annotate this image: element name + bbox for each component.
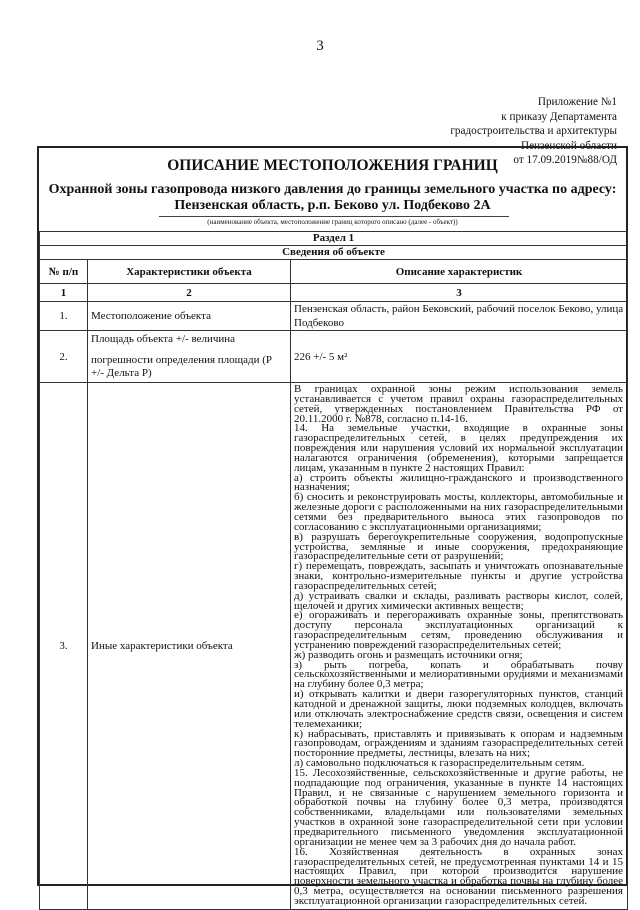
paragraph: л) самовольно подключаться к газораспределительным сетям.: [294, 757, 585, 770]
paragraph: е) огораживать и перегораживать охранные зоны, препятствовать доступу персонала эксплуатационных организаций к газораспределительным сетям, проведению обслуживания и устранению повреждений газораспределительных сетей;: [294, 609, 623, 651]
table-row: [40, 302, 628, 331]
column-header: Характеристики объекта: [88, 260, 291, 284]
row-number: 3.: [40, 383, 88, 910]
section-name: Сведения об объекте: [40, 246, 628, 260]
paragraph: ж) разводить огонь и размещать источники огня;: [294, 648, 523, 661]
paragraph: г) перемещать, повреждать, засыпать и уничтожать опознавательные знаки, контрольно-измерительные пункты и другие устройства газораспределительных сетей;: [294, 560, 623, 592]
object-table: [39, 231, 628, 910]
row-name-line: Площадь объекта +/- величина: [91, 333, 236, 345]
paragraph: к) набрасывать, приставлять и привязывать к опорам и надземным газопроводам, ограждениям и зданиям газораспределительных сетей посторонние предметы, лестницы, влезать на них;: [294, 727, 623, 760]
appendix-line: к приказу Департамента: [501, 110, 617, 123]
table-row: [40, 383, 628, 910]
paragraph: В границах охранной зоны режим использования земель устанавливается с учетом правил охраны газораспределительных сетей, утвержденных постановлением Правительства РФ от 20.11.2000 г. №878, согласно п.14-16.: [294, 383, 623, 425]
document-title: ОПИСАНИЕ МЕСТОПОЛОЖЕНИЯ ГРАНИЦ: [167, 157, 498, 174]
appendix-line: градостроительства и архитектуры: [450, 125, 617, 138]
row-name: Местоположение объекта: [88, 302, 291, 331]
appendix-line: Пензенской области: [520, 139, 617, 152]
paragraph: д) устраивать свалки и склады, разливать растворы кислот, солей, щелочей и других химически активных веществ;: [294, 589, 623, 612]
appendix-line: Приложение №1: [537, 96, 617, 108]
section-number: Раздел 1: [40, 232, 628, 246]
header-row: [40, 260, 628, 284]
column-header: Описание характеристик: [291, 260, 628, 284]
paragraph: 14. На земельные участки, входящие в охранные зоны газораспределительных сетей, в целях предупреждения их повреждения или нарушения условий их нормальной эксплуатации налагаются ограничения (обременения), которыми запрещается лицам, указанным в пункте 2 настоящих Правил:: [294, 422, 623, 474]
column-number-row: [40, 284, 628, 302]
paragraph: а) строить объекты жилищно-гражданского и производственного назначения;: [294, 471, 623, 494]
row-name-line: погрешности определения площади (P +/- Дельта P): [91, 354, 272, 379]
column-number: 3: [291, 284, 628, 302]
paragraph: 16. Хозяйственная деятельность в охранных зонах газораспределительных сетей, не предусмотренная пунктами 14 и 15 настоящих Правил, при которой производится нарушение поверхности земельного участка и обработка почвы на глубину более 0,3 метра, осуществляется на основании письменного разрешения эксплуатационной организации газораспределительных сетей.: [294, 845, 623, 907]
paragraph: з) рыть погреба, копать и обрабатывать почву сельскохозяйственными и мелиоративными орудиями и механизмами на глубину более 0,3 метра;: [294, 658, 623, 691]
paragraph: в) разрушать берегоукрепительные сооружения, водопропускные устройства, земляные и иные сооружения, предохраняющие газораспределительные сети от разрушений;: [294, 530, 623, 563]
hint-underline: [159, 216, 509, 217]
column-number: 1: [40, 284, 88, 302]
row-value: [291, 383, 628, 910]
column-number: 2: [88, 284, 291, 302]
row-name: [88, 331, 291, 383]
subtitle-hint: (наименование объекта, местоположение границ которого описано (далее - объект)): [207, 218, 458, 226]
paragraph: б) сносить и реконструировать мосты, коллекторы, автомобильные и железные дороги с расположенными на них газораспределительными сетями без предварительного выноса этих газопроводов по согласованию с эксплуатационными организациями;: [294, 491, 623, 533]
row-value: Пензенская область, район Бековский, рабочий поселок Беково, улица Подбеково: [291, 302, 628, 331]
document-frame: [37, 146, 628, 907]
appendix-line: от 17.09.2019№88/ОД: [513, 154, 617, 167]
row-number: 1.: [40, 302, 88, 331]
paragraph: 15. Лесохозяйственные, сельскохозяйственные и другие работы, не подпадающие под ограничения, указанные в пункте 14 настоящих Правил, и не связанные с нарушением земельного горизонта и обработкой почвы на глубину более 0,3 метра, производятся собственниками, владельцами или пользователями земельных участков в охранной зоне газораспределительной сети при условии предварительного письменного уведомления эксплуатационной организации не менее чем за 3 рабочих дня до начала работ.: [294, 766, 623, 848]
row-value: 226 +/- 5 м²: [291, 331, 628, 383]
row-number: 2.: [40, 331, 88, 383]
column-header: № п/п: [40, 260, 88, 284]
paragraph: и) открывать калитки и двери газорегуляторных пунктов, станций катодной и дренажной защиты, люки подземных колодцев, включать или отключать электроснабжение средств связи, освещения и систем телемеханики;: [294, 688, 623, 730]
table-row: [40, 331, 628, 383]
document-subtitle: Охранной зоны газопровода низкого давления до границы земельного участка по адресу: Пензенская область, р.п. Беково ул. Подбеково 2А: [48, 182, 617, 213]
row-name: Иные характеристики объекта: [88, 383, 291, 910]
page-number: 3: [316, 38, 324, 54]
